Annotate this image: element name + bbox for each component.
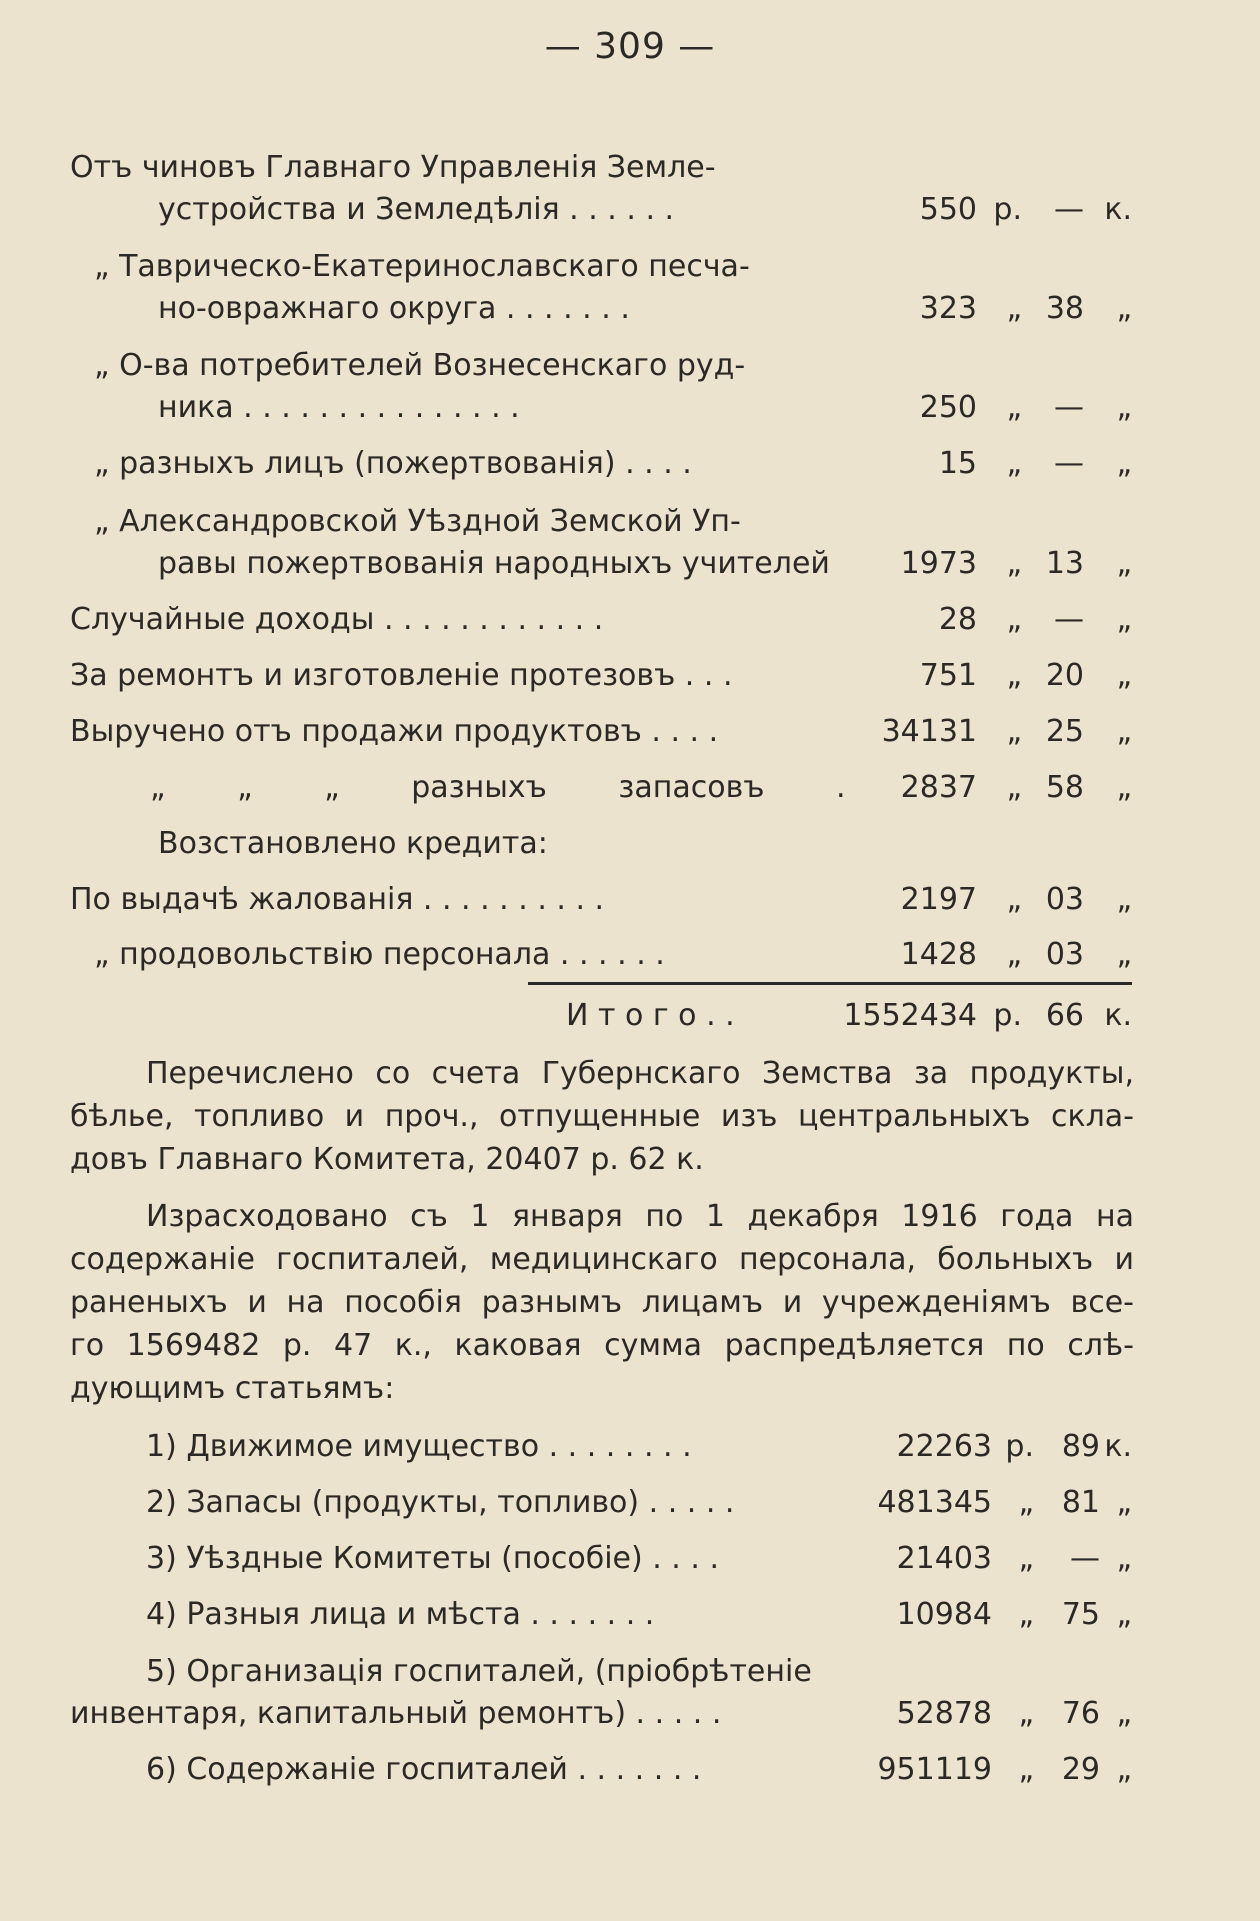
entry-line: равы пожертвованія народныхъ учителей [158,546,830,581]
amount-rubles: 1973 [900,546,977,581]
amount-rubles: 2197 [900,882,977,917]
unit-kopecks: „ [1116,770,1132,805]
entry-line: „ продовольствію персонала . . . . . . [94,937,665,972]
entry-line: „ О-ва потребителей Вознесенскаго руд- [94,348,746,383]
amount-rubles: 10984 [896,1597,992,1632]
unit-kopecks: „ [1116,291,1132,326]
amount-kopecks: 20 [1045,658,1084,693]
entry-line: инвентаря, капитальный ремонтъ) . . . . . [70,1696,722,1731]
unit-rubles: „ [1006,937,1022,972]
entry-line: 2) Запасы (продукты, топливо) . . . . . [146,1485,735,1520]
paragraph-transfer [70,1052,1134,1181]
entry-line: 4) Разныя лица и мѣста . . . . . . . [146,1597,655,1632]
unit-rubles: „ [1018,1696,1034,1731]
amount-rubles: 951119 [877,1752,992,1787]
amount-rubles: 28 [938,602,977,637]
total-unit-rubles: р. [993,998,1022,1033]
amount-kopecks: 25 [1045,714,1084,749]
unit-rubles: „ [1006,546,1022,581]
amount-rubles: 751 [919,658,977,693]
total-rubles: 1552434 [843,998,977,1033]
entry-line: „ разныхъ лицъ (пожертвованія) . . . . [94,446,692,481]
unit-kopecks: „ [1116,714,1132,749]
paragraph-expenses [70,1195,1134,1410]
unit-kopecks: „ [1116,1485,1132,1520]
unit-rubles: „ [1018,1485,1034,1520]
amount-kopecks: 81 [1061,1485,1100,1520]
unit-rubles: „ [1006,882,1022,917]
amount-kopecks: — [1054,446,1084,481]
amount-kopecks: 03 [1045,937,1084,972]
amount-rubles: 34131 [881,714,977,749]
entry-line: „ Таврическо-Екатеринославскаго песча- [94,249,750,284]
unit-rubles: „ [1006,714,1022,749]
unit-rubles: р. [1005,1429,1034,1464]
unit-kopecks: „ [1116,390,1132,425]
amount-rubles: 22263 [896,1429,992,1464]
paragraph-line: бѣлье, топливо и проч., отпущенные изъ центральныхъ скла- [70,1099,1134,1134]
amount-rubles: 481345 [877,1485,992,1520]
amount-rubles: 21403 [896,1541,992,1576]
amount-rubles: 1428 [900,937,977,972]
entry-line: 3) Уѣздные Комитеты (пособіе) . . . . [146,1541,719,1576]
unit-kopecks: „ [1116,1696,1132,1731]
amount-rubles: 15 [938,446,977,481]
unit-rubles: „ [1006,446,1022,481]
unit-rubles: „ [1006,390,1022,425]
unit-rubles: „ [1006,658,1022,693]
total-rule [528,982,1132,985]
unit-kopecks: „ [1116,602,1132,637]
entry-line: 5) Организація госпиталей, (пріобрѣтеніе [146,1654,812,1689]
unit-kopecks: „ [1116,1752,1132,1787]
amount-kopecks: 13 [1045,546,1084,581]
entry-line: 1) Движимое имущество . . . . . . . . [146,1429,692,1464]
amount-kopecks: — [1054,602,1084,637]
paragraph-line: раненыхъ и на пособія разнымъ лицамъ и учрежденіямъ все- [70,1285,1134,1320]
unit-kopecks: к. [1104,192,1132,227]
amount-kopecks: 38 [1045,291,1084,326]
paragraph-line: дующимъ статьямъ: [70,1371,395,1406]
amount-kopecks: 58 [1045,770,1084,805]
amount-kopecks: — [1070,1541,1100,1576]
amount-rubles: 323 [919,291,977,326]
unit-rubles: „ [1018,1752,1034,1787]
amount-kopecks: 89 [1061,1429,1100,1464]
paragraph-line: Израсходовано съ 1 января по 1 декабря 1916 года на [146,1199,1134,1234]
amount-rubles: 250 [919,390,977,425]
amount-kopecks: 75 [1061,1597,1100,1632]
unit-rubles: „ [1006,602,1022,637]
unit-kopecks: „ [1116,1597,1132,1632]
unit-rubles: „ [1006,770,1022,805]
paragraph-line: Перечислено со счета Губернскаго Земства за продукты, [146,1056,1134,1091]
total-unit-kopecks: к. [1104,998,1132,1033]
unit-kopecks: „ [1116,937,1132,972]
entry-line: Выручено отъ продажи продуктовъ . . . . [70,714,719,749]
entry-line: „ Александровской Уѣздной Земской Уп- [94,504,741,539]
amount-kopecks: 76 [1061,1696,1100,1731]
amount-kopecks: — [1054,390,1084,425]
entry-line: Отъ чиновъ Главнаго Управленія Земле- [70,150,716,185]
page-number: — 309 — [544,26,716,67]
amount-kopecks: — [1054,192,1084,227]
amount-rubles: 550 [919,192,977,227]
total-label: И т о г о . . [566,998,735,1033]
unit-rubles: „ [1018,1541,1034,1576]
unit-rubles: р. [993,192,1022,227]
unit-kopecks: „ [1116,882,1132,917]
entry-line: ника . . . . . . . . . . . . . . . [158,390,520,425]
entry-line: По выдачѣ жалованія . . . . . . . . . . [70,882,605,917]
unit-kopecks: „ [1116,446,1132,481]
restored-heading: Возстановлено кредита: [158,826,548,861]
entry-line: но-овражнаго округа . . . . . . . [158,291,630,326]
unit-kopecks: к. [1104,1429,1132,1464]
unit-rubles: „ [1006,291,1022,326]
paragraph-line: довъ Главнаго Комитета, 20407 р. 62 к. [70,1142,704,1177]
amount-rubles: 2837 [900,770,977,805]
entry-line: Случайные доходы . . . . . . . . . . . . [70,602,604,637]
amount-kopecks: 29 [1061,1752,1100,1787]
entry-line: За ремонтъ и изготовленіе протезовъ . . . [70,658,733,693]
entry-line: 6) Содержаніе госпиталей . . . . . . . [146,1752,702,1787]
unit-kopecks: „ [1116,1541,1132,1576]
unit-kopecks: „ [1116,658,1132,693]
amount-kopecks: 03 [1045,882,1084,917]
unit-kopecks: „ [1116,546,1132,581]
paragraph-line: содержаніе госпиталей, медицинскаго персонала, больныхъ и [70,1242,1134,1277]
unit-rubles: „ [1018,1597,1034,1632]
amount-rubles: 52878 [896,1696,992,1731]
paragraph-line: го 1569482 р. 47 к., каковая сумма распредѣляется по слѣ- [70,1328,1134,1363]
entry-line: „ „ „ разныхъ запасовъ . [150,770,846,805]
entry-line: устройства и Земледѣлія . . . . . . [158,192,675,227]
total-kopecks: 66 [1045,998,1084,1033]
